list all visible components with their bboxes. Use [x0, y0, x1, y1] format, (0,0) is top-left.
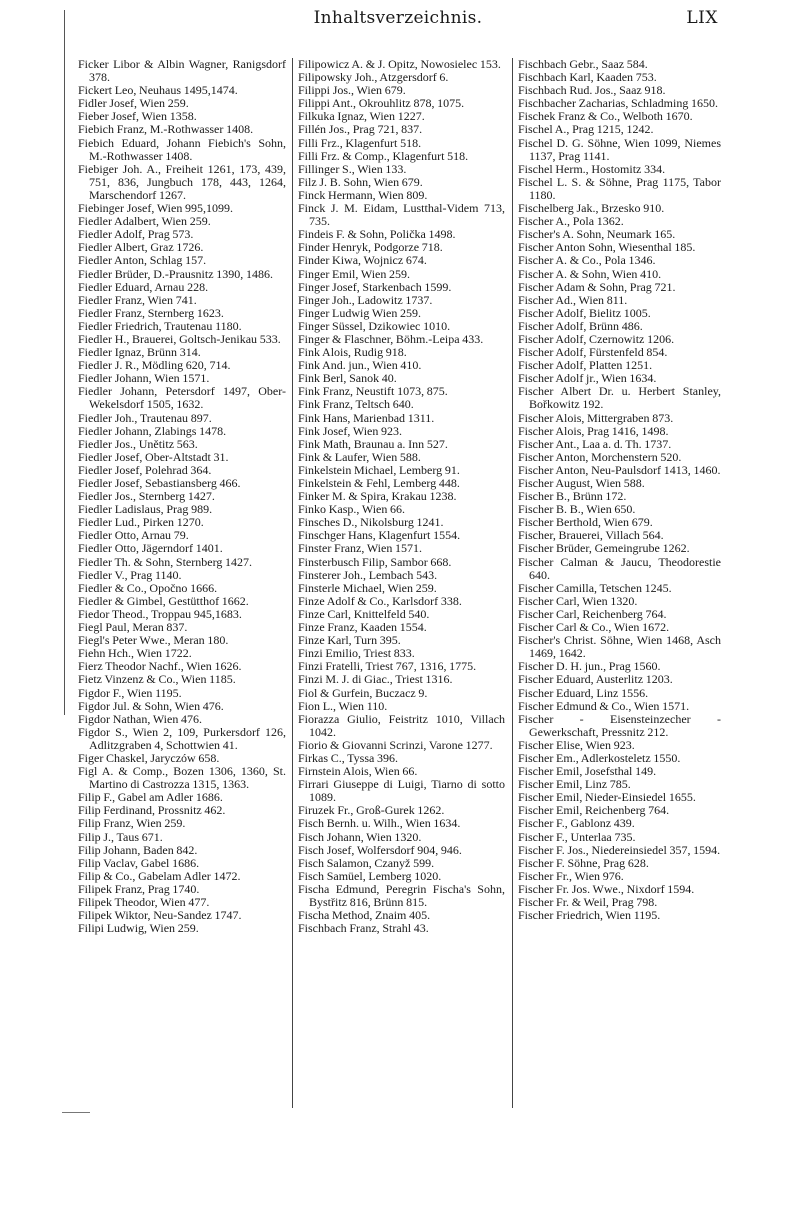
- index-entry: Filip Franz, Wien 259.: [78, 816, 186, 831]
- index-entry: Fink Josef, Wien 923.: [298, 423, 403, 438]
- index-entry: Finzi Emilio, Triest 833.: [298, 646, 415, 661]
- index-entry: Fischer Brüder, Gemeingrube 1262.: [518, 541, 690, 556]
- page-edge-line: [64, 10, 65, 715]
- index-entry: Fischbach Gebr., Saaz 584.: [518, 58, 648, 71]
- index-entry: Filipek Wiktor, Neu-Sandez 1747.: [78, 908, 242, 923]
- index-entry: Firrari Giuseppe di Luigi, Tiarno di sotto 1089.: [298, 777, 505, 805]
- index-entry: Fischek Franz & Co., Welboth 1670.: [518, 109, 693, 124]
- index-entry: Ficker Libor & Albin Wagner, Ranigsdorf 378.: [78, 58, 286, 85]
- index-entry: Fischer's A. Sohn, Neumark 165.: [518, 227, 676, 242]
- index-entry: Fischer D. H. jun., Prag 1560.: [518, 659, 661, 674]
- index-entry: Finder Kiwa, Wojnicz 674.: [298, 253, 427, 268]
- index-entry: Fischer Adolf, Fürstenfeld 854.: [518, 345, 668, 360]
- index-entry: Fischer A. & Sohn, Wien 410.: [518, 266, 662, 281]
- index-entry: Finsches D., Nikolsburg 1241.: [298, 515, 444, 530]
- index-entry: Fiedler Joh., Trautenau 897.: [78, 410, 212, 425]
- index-entry: Fischer Adolf, Platten 1251.: [518, 358, 653, 373]
- index-entry: Fiedler Johann, Wien 1571.: [78, 371, 210, 386]
- index-entry: Filipek Theodor, Wien 477.: [78, 895, 210, 909]
- index-entry: Fischer Elise, Wien 923.: [518, 737, 635, 752]
- index-entry: Figdor F., Wien 1195.: [78, 685, 182, 700]
- index-entry: Finger Josef, Starkenbach 1599.: [298, 279, 452, 294]
- index-entry: Finsterbusch Filip, Sambor 668.: [298, 554, 452, 569]
- index-entry: Finker M. & Spira, Krakau 1238.: [298, 489, 457, 504]
- index-entry: Firuzek Fr., Groß-Gurek 1262.: [298, 803, 445, 818]
- index-entry: Filip J., Taus 671.: [78, 829, 163, 844]
- index-entry: Figdor Nathan, Wien 476.: [78, 711, 203, 726]
- index-entry: Fischer Carl, Reichenberg 764.: [518, 606, 667, 621]
- index-entry: Fischer - Eisensteinzecher - Gewerkschaft, Pressnitz 212.: [518, 711, 721, 739]
- index-entry: Fiedler Franz, Sternberg 1623.: [78, 305, 224, 320]
- page-number: LIX: [686, 8, 718, 28]
- index-entry: Fischer F., Unterlaa 735.: [518, 829, 636, 844]
- index-entry: Fiedler Johann, Petersdorf 1497, Ober-Wekelsdorf 1505, 1632.: [78, 384, 286, 412]
- index-entry: Filip Johann, Baden 842.: [78, 842, 198, 857]
- index-entry: Fiedler Johann, Zlabings 1478.: [78, 423, 227, 438]
- index-entry: Fisch Bernh. u. Wilh., Wien 1634.: [298, 816, 461, 831]
- index-entry: Finck Hermann, Wien 809.: [298, 187, 428, 202]
- index-entry: Fischer Fr., Wien 976.: [518, 868, 624, 883]
- index-entry: Filz J. B. Sohn, Wien 679.: [298, 174, 423, 189]
- index-entry: Filli Frz. & Comp., Klagenfurt 518.: [298, 148, 469, 163]
- index-entry: Fillinger S., Wien 133.: [298, 161, 407, 176]
- index-entry: Fiedler Ignaz, Brünn 314.: [78, 345, 201, 360]
- index-entry: Fisch Josef, Wolfersdorf 904, 946.: [298, 842, 462, 857]
- index-entry: Fischel D. G. Söhne, Wien 1099, Niemes 1137, Prag 1141.: [518, 135, 721, 163]
- index-entry: Finsterer Joh., Lembach 543.: [298, 567, 438, 582]
- index-entry: Fiedler Franz, Wien 741.: [78, 292, 197, 307]
- index-entry: Fischer Eduard, Austerlitz 1203.: [518, 672, 673, 687]
- index-entry: Fischer, Brauerei, Villach 564.: [518, 528, 664, 543]
- index-entry: Finger Joh., Ladowitz 1737.: [298, 292, 433, 307]
- index-entry: Fiedler Josef, Sebastiansberg 466.: [78, 476, 241, 490]
- index-entry: Fischer Eduard, Linz 1556.: [518, 685, 649, 700]
- index-entry: Fischer F. Söhne, Prag 628.: [518, 855, 649, 870]
- index-columns: [78, 58, 721, 1113]
- index-entry: Fiebinger Josef, Wien 995,1099.: [78, 201, 234, 216]
- index-entry: Fischer Alois, Prag 1416, 1498.: [518, 423, 669, 438]
- index-entry: Fischer Emil, Linz 785.: [518, 777, 631, 792]
- index-entry: Fiegl Paul, Meran 837.: [78, 620, 188, 635]
- index-entry: Fischer Ad., Wien 811.: [518, 292, 628, 307]
- index-entry: Fischer Adolf, Czernowitz 1206.: [518, 331, 675, 346]
- index-entry: Fiedler Adalbert, Wien 259.: [78, 214, 211, 229]
- index-entry: Fink Franz, Teltsch 640.: [298, 397, 414, 412]
- index-entry: Filipowicz A. & J. Opitz, Nowosielec 153.: [298, 58, 501, 71]
- index-entry: Fiedler Brüder, D.-Prausnitz 1390, 1486.: [78, 266, 273, 281]
- index-entry: Fischer B., Brünn 172.: [518, 489, 627, 504]
- index-entry: Finger Süssel, Dzikowiec 1010.: [298, 318, 451, 333]
- index-entry: Finger Ludwig Wien 259.: [298, 305, 422, 320]
- index-entry: Fiedler Eduard, Arnau 228.: [78, 279, 209, 294]
- index-entry: Fischer Emil, Nieder-Einsiedel 1655.: [518, 790, 696, 805]
- index-entry: Filipowsky Joh., Atzgersdorf 6.: [298, 70, 449, 85]
- index-entry: Finschger Hans, Klagenfurt 1554.: [298, 528, 461, 543]
- index-entry: Fiedler & Gimbel, Gestütthof 1662.: [78, 593, 249, 608]
- index-entry: Finsterle Michael, Wien 259.: [298, 580, 437, 595]
- index-entry: Fidler Josef, Wien 259.: [78, 96, 189, 111]
- index-entry: Fischer Fr. Jos. Wwe., Nixdorf 1594.: [518, 881, 695, 896]
- index-entry: Fischer Anton, Morchenstern 520.: [518, 449, 682, 464]
- index-entry: Filkuka Ignaz, Wien 1227.: [298, 109, 425, 124]
- index-entry: Fieber Josef, Wien 1358.: [78, 109, 197, 124]
- page-title: Inhaltsverzeichnis.: [313, 8, 483, 28]
- index-entry: Fiedler Adolf, Prag 573.: [78, 227, 194, 242]
- index-entry: Fietz Vinzenz & Co., Wien 1185.: [78, 672, 236, 687]
- index-entry: Fierz Theodor Nachf., Wien 1626.: [78, 659, 242, 674]
- index-entry: Finster Franz, Wien 1571.: [298, 541, 423, 556]
- index-entry: Findeis F. & Sohn, Polička 1498.: [298, 227, 456, 242]
- index-entry: Fiedler Friedrich, Trautenau 1180.: [78, 318, 242, 333]
- index-entry: Fischer Carl & Co., Wien 1672.: [518, 620, 670, 635]
- index-entry: Finder Henryk, Podgorze 718.: [298, 240, 443, 255]
- index-entry: Figdor S., Wien 2, 109, Purkersdorf 126, Adlitzgraben 4, Schottwien 41.: [78, 724, 286, 752]
- index-entry: Fink & Laufer, Wien 588.: [298, 449, 421, 464]
- index-entry: Fink Hans, Marienbad 1311.: [298, 410, 435, 425]
- index-entry: Fiedler Anton, Schlag 157.: [78, 253, 207, 268]
- index-entry: Filip F., Gabel am Adler 1686.: [78, 790, 223, 805]
- index-entry: Fischer A. & Co., Pola 1346.: [518, 253, 656, 268]
- index-entry: Finze Karl, Turn 395.: [298, 633, 401, 648]
- index-entry: Fiedler & Co., Opočno 1666.: [78, 580, 218, 595]
- index-entry: Fischer F., Gablonz 439.: [518, 816, 635, 831]
- index-entry: Fischbach Karl, Kaaden 753.: [518, 70, 657, 85]
- index-entry: Fisch Samüel, Lemberg 1020.: [298, 868, 442, 883]
- index-entry: Fischer Emil, Josefsthal 149.: [518, 764, 657, 779]
- index-entry: Fiehn Hch., Wien 1722.: [78, 646, 192, 661]
- index-entry: Finze Carl, Knittelfeld 540.: [298, 606, 430, 621]
- index-entry: Fischer Albert Dr. u. Herbert Stanley, Bořkowitz 192.: [518, 384, 721, 412]
- index-entry: Fischel L. S. & Söhne, Prag 1175, Tabor 1180.: [518, 174, 721, 202]
- index-entry: Figl A. & Comp., Bozen 1306, 1360, St. Martino di Castrozza 1315, 1363.: [78, 764, 286, 792]
- index-column-2: [298, 58, 505, 1113]
- index-entry: Filli Frz., Klagenfurt 518.: [298, 135, 422, 150]
- index-entry: Finger & Flaschner, Böhm.-Leipa 433.: [298, 331, 484, 346]
- index-entry: Fischel A., Prag 1215, 1242.: [518, 122, 654, 137]
- index-entry: Fink Franz, Neustift 1073, 875.: [298, 384, 448, 399]
- index-entry: Firkas C., Tyssa 396.: [298, 750, 399, 765]
- index-entry: Fischbach Rud. Jos., Saaz 918.: [518, 83, 666, 98]
- index-entry: Fiedler Albert, Graz 1726.: [78, 240, 204, 255]
- index-entry: Finzi M. J. di Giac., Triest 1316.: [298, 672, 453, 687]
- index-entry: Fischer Friedrich, Wien 1195.: [518, 908, 661, 923]
- index-entry: Fisch Johann, Wien 1320.: [298, 829, 422, 844]
- index-entry: Fiedler Josef, Polehrad 364.: [78, 462, 212, 477]
- index-entry: Fiebiger Joh. A., Freiheit 1261, 173, 439, 751, 836, Jungbuch 178, 443, 1264, Marschendorf 1267.: [78, 161, 286, 202]
- index-entry: Fiol & Gurfein, Buczacz 9.: [298, 685, 428, 700]
- index-entry: Filip Vaclav, Gabel 1686.: [78, 855, 200, 870]
- index-entry: Firnstein Alois, Wien 66.: [298, 764, 418, 779]
- index-entry: Fischelberg Jak., Brzesko 910.: [518, 201, 665, 216]
- index-entry: Fischer Edmund & Co., Wien 1571.: [518, 698, 690, 713]
- index-entry: Fischer Alois, Mittergraben 873.: [518, 410, 674, 425]
- index-entry: Fiorazza Giulio, Feistritz 1010, Villach 1042.: [298, 711, 505, 739]
- index-entry: Fillén Jos., Prag 721, 837.: [298, 122, 423, 137]
- index-entry: Fischa Edmund, Peregrin Fischa's Sohn, Bystřitz 816, Brünn 815.: [298, 881, 505, 909]
- index-entry: Fischer Camilla, Tetschen 1245.: [518, 580, 672, 595]
- index-entry: Fiedler J. R., Mödling 620, 714.: [78, 358, 231, 373]
- index-entry: Fiedler Otto, Arnau 79.: [78, 528, 189, 543]
- index-entry: Finkelstein Michael, Lemberg 91.: [298, 462, 460, 477]
- index-entry: Fink Alois, Rudig 918.: [298, 345, 407, 360]
- index-entry: Fiedler Ladislaus, Prag 989.: [78, 502, 213, 517]
- index-entry: Finko Kasp., Wien 66.: [298, 502, 406, 517]
- index-entry: Fischer August, Wien 588.: [518, 476, 645, 490]
- index-entry: Fischer Carl, Wien 1320.: [518, 593, 638, 608]
- index-entry: Fink Berl, Sanok 40.: [298, 371, 397, 386]
- index-entry: Figer Chaskel, Jaryczów 658.: [78, 750, 220, 765]
- index-entry: Fiedler Th. & Sohn, Sternberg 1427.: [78, 554, 253, 569]
- index-entry: Fischer Calman & Jaucu, Theodorestie 640.: [518, 554, 721, 582]
- index-entry: Fischer Ant., Laa a. d. Th. 1737.: [518, 436, 672, 451]
- index-entry: Fiebich Eduard, Johann Fiebich's Sohn, M.-Rothwasser 1408.: [78, 135, 286, 163]
- index-entry: Fischa Method, Znaim 405.: [298, 908, 431, 923]
- index-entry: Filippi Jos., Wien 679.: [298, 83, 406, 98]
- index-entry: Fischer Em., Adlerkosteletz 1550.: [518, 750, 681, 765]
- index-entry: Fischer Adolf jr., Wien 1634.: [518, 371, 657, 386]
- index-entry: Fischer B. B., Wien 650.: [518, 502, 636, 517]
- index-entry: Fink Math, Braunau a. Inn 527.: [298, 436, 448, 451]
- index-entry: Fiedler Jos., Sternberg 1427.: [78, 489, 215, 504]
- index-entry: Fisch Salamon, Czanyž 599.: [298, 855, 435, 870]
- index-entry: Fischer Emil, Reichenberg 764.: [518, 803, 670, 818]
- index-entry: Fiedler Lud., Pirken 1270.: [78, 515, 204, 530]
- index-entry: Fischbach Franz, Strahl 43.: [298, 921, 429, 936]
- index-entry: Filip & Co., Gabelam Adler 1472.: [78, 868, 241, 883]
- index-entry: Filipek Franz, Prag 1740.: [78, 881, 200, 896]
- index-entry: Fischer F. Jos., Niedereinsiedel 357, 1594.: [518, 842, 721, 857]
- index-entry: Fischer Anton Sohn, Wiesenthal 185.: [518, 240, 696, 255]
- index-entry: Figdor Jul. & Sohn, Wien 476.: [78, 698, 224, 713]
- index-entry: Fischer Berthold, Wien 679.: [518, 515, 653, 530]
- index-entry: Finger Emil, Wien 259.: [298, 266, 411, 281]
- index-entry: Finze Adolf & Co., Karlsdorf 338.: [298, 593, 462, 608]
- index-entry: Fiedler V., Prag 1140.: [78, 567, 182, 582]
- index-entry: Fiedler Josef, Ober-Altstadt 31.: [78, 449, 229, 464]
- index-entry: Fickert Leo, Neuhaus 1495,1474.: [78, 83, 238, 98]
- index-entry: Fischer Anton, Neu-Paulsdorf 1413, 1460.: [518, 462, 721, 477]
- index-entry: Fischer's Christ. Söhne, Wien 1468, Asch 1469, 1642.: [518, 633, 721, 661]
- page-header: [78, 8, 718, 36]
- index-entry: Fiorio & Giovanni Scrinzi, Varone 1277.: [298, 737, 493, 752]
- index-entry: Fischer A., Pola 1362.: [518, 214, 624, 229]
- index-entry: Finzi Fratelli, Triest 767, 1316, 1775.: [298, 659, 477, 674]
- index-entry: Fiedor Theod., Troppau 945,1683.: [78, 606, 242, 621]
- index-entry: Fiedler H., Brauerei, Goltsch-Jenikau 533.: [78, 331, 281, 346]
- index-entry: Filip Ferdinand, Prossnitz 462.: [78, 803, 226, 818]
- index-entry: Filipi Ludwig, Wien 259.: [78, 921, 199, 936]
- index-entry: Fischer Adolf, Brünn 486.: [518, 318, 643, 333]
- index-entry: Fiedler Otto, Jägerndorf 1401.: [78, 541, 223, 556]
- index-entry: Fiebich Franz, M.-Rothwasser 1408.: [78, 122, 254, 137]
- index-column-1: [78, 58, 286, 1113]
- index-entry: Fion L., Wien 110.: [298, 698, 388, 713]
- index-entry: Finkelstein & Fehl, Lemberg 448.: [298, 476, 460, 490]
- index-entry: Fink And. jun., Wien 410.: [298, 358, 422, 373]
- index-entry: Finze Franz, Kaaden 1554.: [298, 620, 427, 635]
- index-entry: Fischer Adam & Sohn, Prag 721.: [518, 279, 676, 294]
- index-column-3: [518, 58, 721, 1113]
- index-entry: Filippi Ant., Okrouhlitz 878, 1075.: [298, 96, 465, 111]
- index-entry: Fiegl's Peter Wwe., Meran 180.: [78, 633, 229, 648]
- index-entry: Fischel Herm., Hostomitz 334.: [518, 161, 666, 176]
- index-entry: Fischbacher Zacharias, Schladming 1650.: [518, 96, 719, 111]
- index-entry: Fischer Adolf, Bielitz 1005.: [518, 305, 651, 320]
- index-entry: Fischer Fr. & Weil, Prag 798.: [518, 895, 658, 909]
- index-entry: Fiedler Jos., Unětitz 563.: [78, 436, 198, 451]
- index-entry: Finck J. M. Eidam, Lustthal-Videm 713, 735.: [298, 201, 505, 229]
